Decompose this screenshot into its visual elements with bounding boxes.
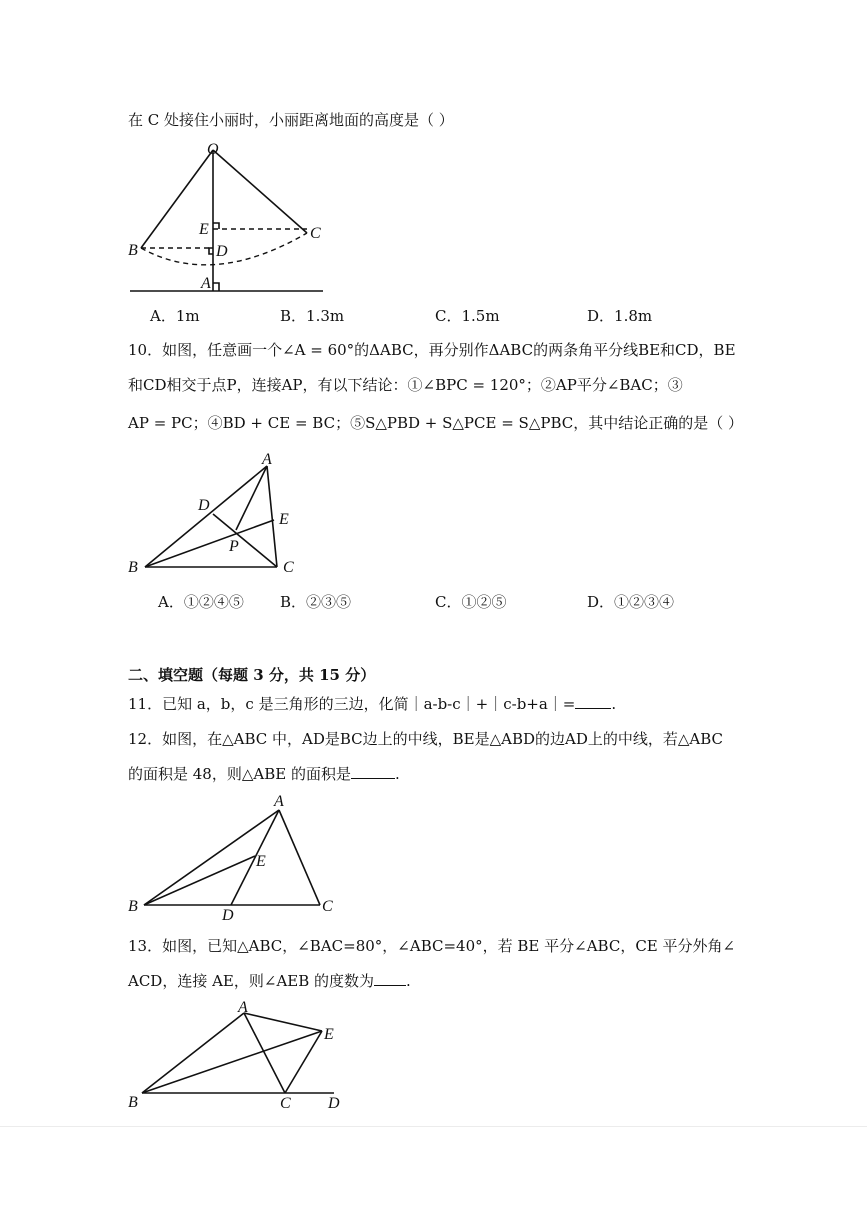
q12-text: 的面积是 48，则△ABE 的面积是 <box>128 765 351 783</box>
q11-line <box>128 694 616 714</box>
q13-answer-blank[interactable] <box>374 971 406 986</box>
q10-option-c[interactable]: C．①②⑤ <box>435 593 507 611</box>
q12-figure <box>125 792 345 922</box>
q9-options <box>128 305 728 325</box>
q10-option-a[interactable]: A．①②④⑤ <box>158 593 244 611</box>
label-B: B <box>128 242 138 259</box>
q10-line-1: 10．如图，任意画一个∠A = 60°的ΔABC，再分别作ΔABC的两条角平分线BE和CD，BE <box>128 341 736 359</box>
label-C: C <box>280 1095 291 1112</box>
label-E: E <box>256 853 266 870</box>
q13-line-1: 13．如图，已知△ABC，∠BAC=80°，∠ABC=40°，若 BE 平分∠ABC，CE 平分外角∠ <box>128 937 736 955</box>
q13-figure <box>125 996 355 1116</box>
label-A: A <box>238 999 248 1016</box>
label-C: C <box>322 898 333 915</box>
q10-line-3: AP = PC；④BD + CE = BC；⑤S△PBD + S△PCE = S△PBC，其中结论正确的是（ ） <box>128 414 744 432</box>
label-C: C <box>310 225 321 242</box>
q9-option-d[interactable]: D．1.8m <box>587 307 653 325</box>
label-D: D <box>328 1095 340 1112</box>
label-B: B <box>128 559 138 576</box>
label-E: E <box>279 511 289 528</box>
q10-option-b[interactable]: B．②③⑤ <box>280 593 352 611</box>
label-E: E <box>324 1026 334 1043</box>
section-heading: 二、填空题（每题 3 分，共 15 分） <box>128 666 376 684</box>
page-bottom-divider <box>0 1126 867 1127</box>
label-B: B <box>128 898 138 915</box>
label-A: A <box>274 793 284 810</box>
q12-line-2 <box>128 764 400 784</box>
q10-options <box>128 591 728 611</box>
q13-text: ACD，连接 AE，则∠AEB 的度数为 <box>128 972 375 990</box>
label-E: E <box>199 221 209 238</box>
q13-line-2 <box>128 971 411 991</box>
q9-figure <box>120 138 330 298</box>
label-A: A <box>201 275 211 292</box>
label-D: D <box>198 497 210 514</box>
q12-end: . <box>394 765 400 783</box>
label-O: O <box>207 141 219 158</box>
q9-option-c[interactable]: C．1.5m <box>435 307 500 325</box>
label-B: B <box>128 1094 138 1111</box>
label-A: A <box>262 451 272 468</box>
q10-option-d[interactable]: D．①②③④ <box>587 593 675 611</box>
q9-option-b[interactable]: B．1.3m <box>280 307 345 325</box>
q13-end: . <box>406 972 411 990</box>
q11-end: . <box>611 695 617 713</box>
q11-answer-blank[interactable] <box>575 694 611 709</box>
q9-option-a[interactable]: A．1m <box>150 307 200 325</box>
q10-figure <box>125 452 305 577</box>
label-D: D <box>222 907 234 924</box>
q12-answer-blank[interactable] <box>351 764 395 779</box>
q9-stem-tail: 在 C 处接住小丽时，小丽距离地面的高度是（ ） <box>128 111 454 129</box>
q10-line-2: 和CD相交于点P，连接AP，有以下结论：①∠BPC = 120°；②AP平分∠BAC；③ <box>128 376 683 394</box>
label-P: P <box>229 538 239 555</box>
label-C: C <box>283 559 294 576</box>
q11-text: 11．已知 a，b，c 是三角形的三边，化简｜a-b-c｜+｜c-b+a｜= <box>128 695 576 713</box>
q12-line-1: 12．如图，在△ABC 中，AD是BC边上的中线，BE是△ABD的边AD上的中线，若△ABC <box>128 730 724 748</box>
label-D: D <box>216 243 228 260</box>
